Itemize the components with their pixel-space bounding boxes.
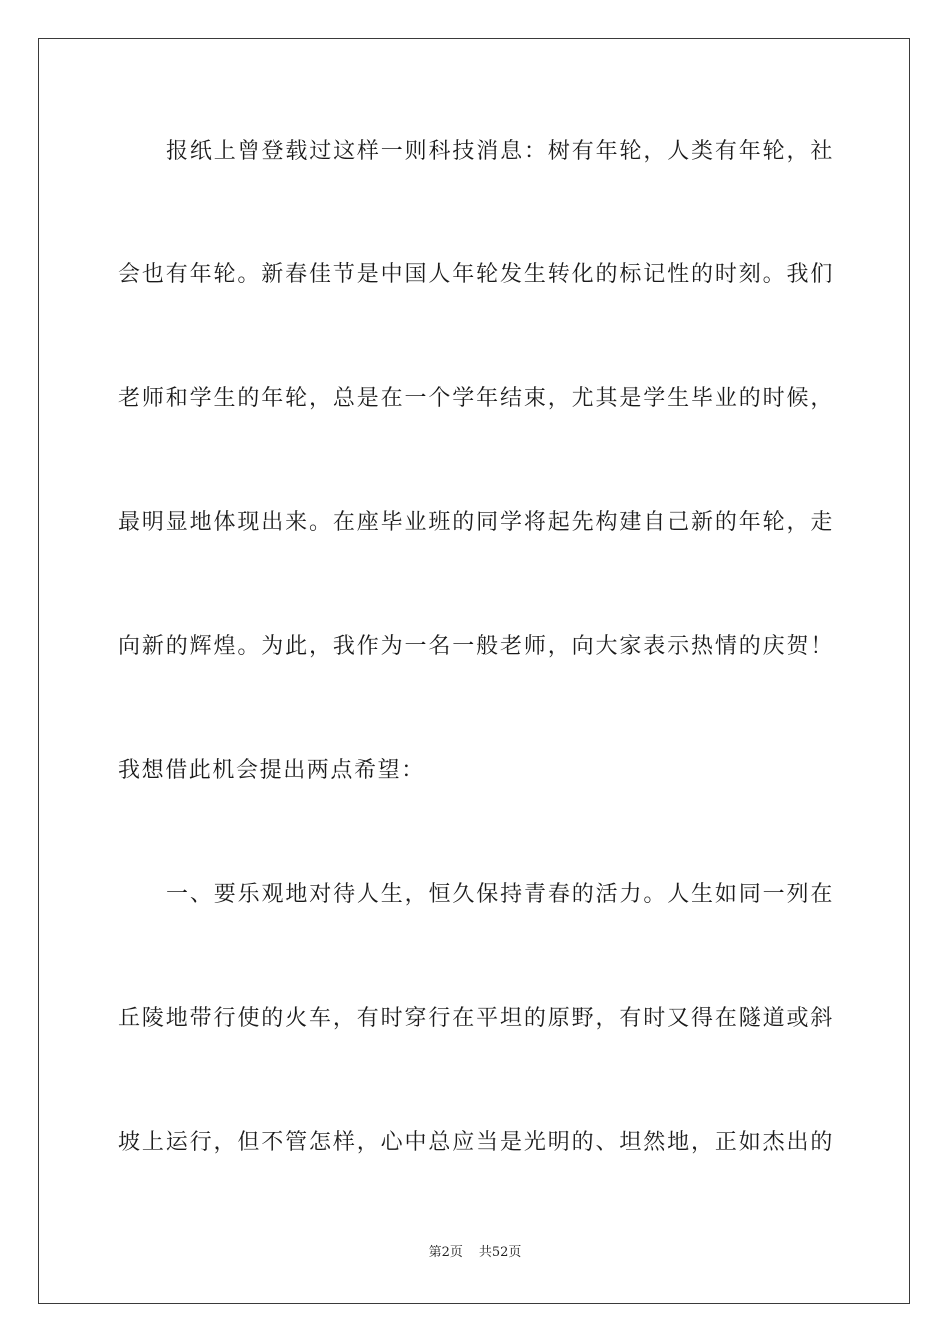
- paragraph-line-3: 老师和学生的年轮，总是在一个学年结束，尤其是学生毕业的时候，: [118, 386, 834, 411]
- paragraph-line-4: 最明显地体现出来。在座毕业班的同学将起先构建自己新的年轮，走: [118, 510, 834, 535]
- page-number-current: 第2页: [428, 1245, 463, 1260]
- paragraph-line-1: 报纸上曾登载过这样一则科技消息：树有年轮，人类有年轮，社: [166, 139, 834, 164]
- paragraph-line-8: 丘陵地带行使的火车，有时穿行在平坦的原野，有时又得在隧道或斜: [118, 1006, 834, 1031]
- page-number-total: 共52页: [478, 1245, 522, 1260]
- paragraph-line-7: 一、要乐观地对待人生，恒久保持青春的活力。人生如同一列在: [166, 882, 834, 907]
- paragraph-line-2: 会也有年轮。新春佳节是中国人年轮发生转化的标记性的时刻。我们: [118, 262, 834, 287]
- paragraph-line-6: 我想借此机会提出两点希望：: [118, 758, 425, 783]
- paragraph-line-5: 向新的辉煌。为此，我作为一名一般老师，向大家表示热情的庆贺！: [118, 634, 834, 659]
- page-border: [38, 38, 910, 1304]
- paragraph-line-9: 坡上运行，但不管怎样，心中总应当是光明的、坦然地，正如杰出的: [118, 1130, 834, 1155]
- page-footer: [0, 1244, 950, 1262]
